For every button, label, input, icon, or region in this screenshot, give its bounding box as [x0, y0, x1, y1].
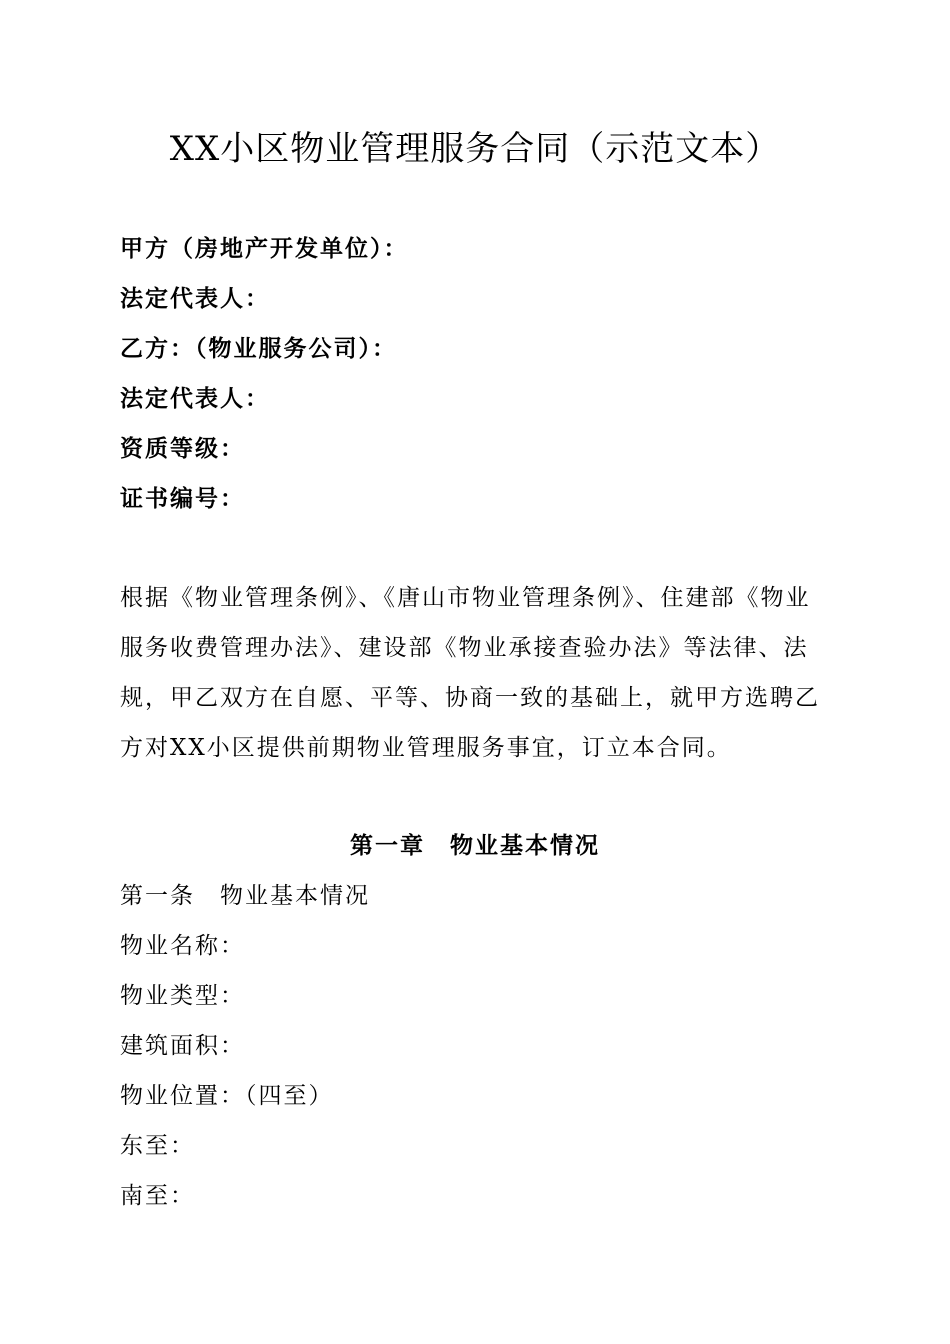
property-type-field: 物业类型：	[120, 983, 245, 1009]
certificate-number-line: 证书编号：	[120, 485, 245, 512]
party-b-legal-rep-line: 法定代表人：	[120, 385, 270, 412]
east-boundary-field: 东至：	[120, 1133, 195, 1159]
property-location-field: 物业位置：（四至）	[120, 1083, 334, 1109]
building-area-field: 建筑面积：	[120, 1033, 245, 1059]
property-fields-block	[120, 871, 840, 1221]
party-a-line: 甲方（房地产开发单位）：	[120, 235, 409, 262]
party-a-legal-rep-line: 法定代表人：	[120, 285, 270, 312]
property-name-field: 物业名称：	[120, 933, 245, 959]
intro-paragraph: 根据《物业管理条例》、《唐山市物业管理条例》、住建部《物业服务收费管理办法》、建设部《物业承接查验办法》等法律、法规，甲乙双方在自愿、平等、协商一致的基础上，就甲方选聘乙方对XX小区提供前期物业管理服务事宜，订立本合同。	[120, 585, 820, 761]
qualification-level-line: 资质等级：	[120, 435, 245, 462]
chapter-heading: 第一章 物业基本情况	[350, 832, 600, 859]
party-info-block	[120, 224, 840, 524]
south-boundary-field: 南至：	[120, 1183, 195, 1209]
party-b-line: 乙方：（物业服务公司）：	[120, 335, 397, 362]
article-heading: 第一条 物业基本情况	[120, 883, 370, 909]
contract-title: XX小区物业管理服务合同（示范文本）	[169, 129, 781, 169]
